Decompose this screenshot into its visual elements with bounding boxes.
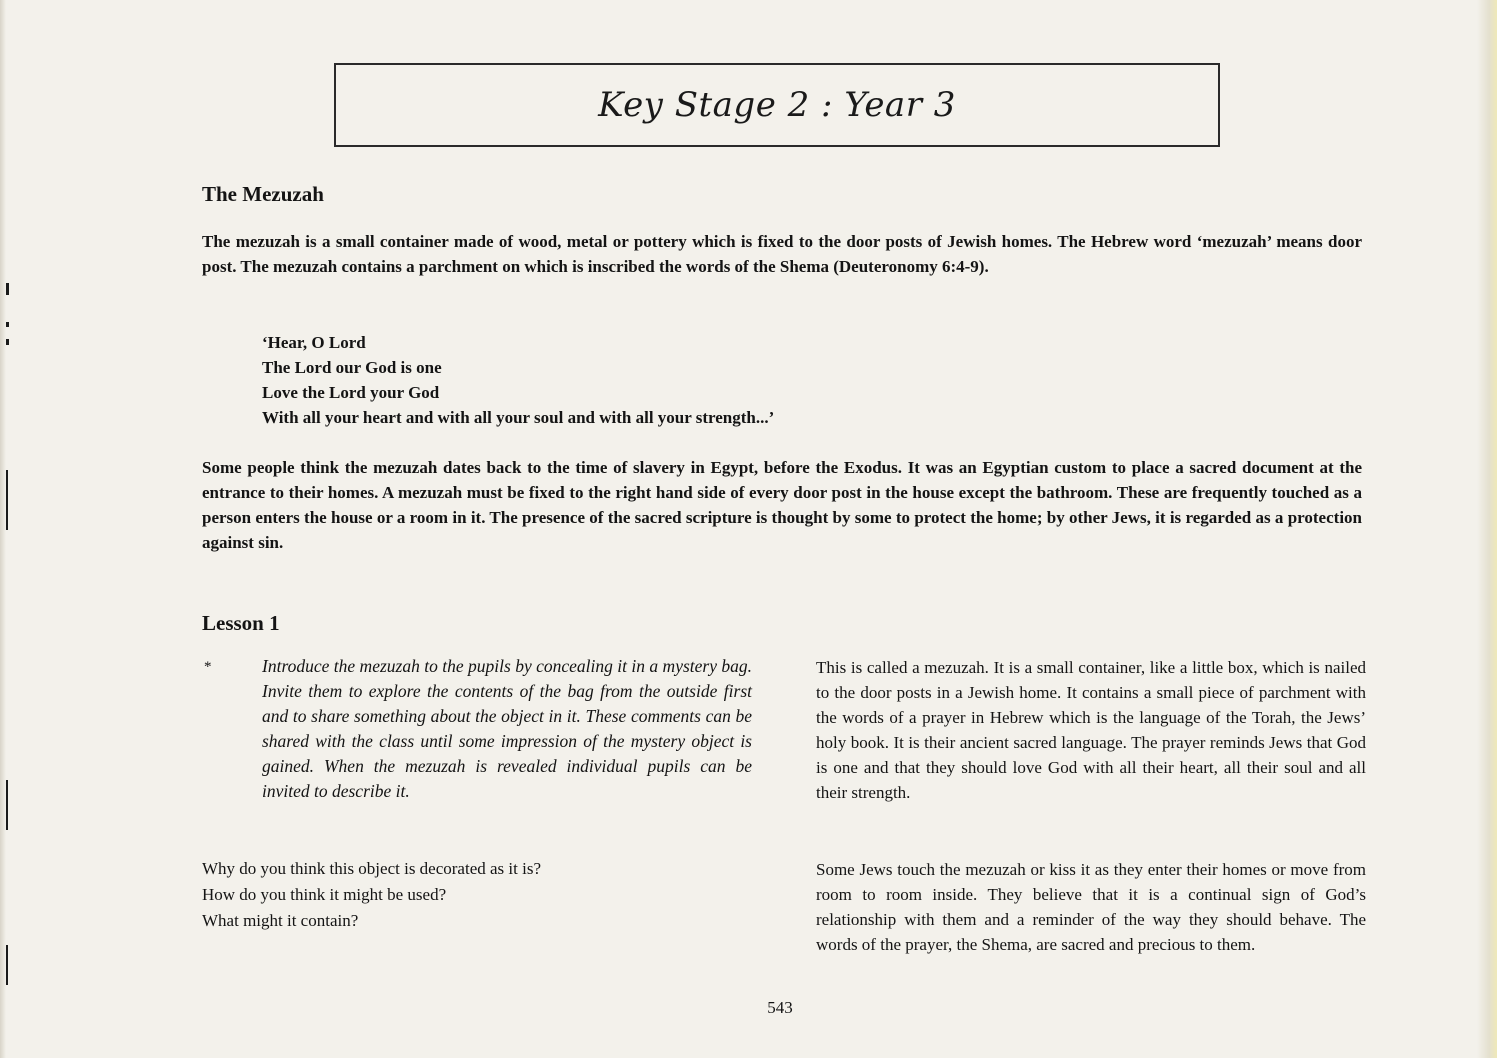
page-right-edge [1477,0,1497,1058]
binding-mark [6,945,8,985]
binding-mark [6,470,8,530]
prayer-line: ‘Hear, O Lord [262,333,366,352]
bullet-marker: * [204,659,212,675]
prayer-quote [262,330,1062,430]
lesson-heading: Lesson 1 [202,611,280,635]
binding-mark [6,322,9,327]
question-item: Why do you think this object is decorated as it is? [202,859,541,878]
question-item: How do you think it might be used? [202,885,447,904]
explanation-paragraph-2: Some Jews touch the mezuzah or kiss it as they enter their homes or move from room to room inside. They believe that it is a continual sign of God’s relationship with them and a reminder of the way they should behave. The words of the prayer, the Shema, are sacred and precious to them. [816,860,1366,954]
prayer-line: The Lord our God is one [262,358,442,377]
explanation-paragraph-1: This is called a mezuzah. It is a small container, like a little box, which is nailed to the door posts in a Jewish home. It contains a small piece of parchment with the words of a prayer in Hebrew which is the language of the Torah, the Jews’ holy book. It is their ancient sacred language. The prayer reminds Jews that God is one and that they should love God with all their heart, all their soul and all their strength. [816,658,1366,802]
intro-paragraph: The mezuzah is a small container made of wood, metal or pottery which is fixed to the door posts of Jewish homes. The Hebrew word ‘mezuzah’ means door post. The mezuzah contains a parchment on which is inscribed the words of the Shema (Deuteronomy 6:4-9). [202,232,1362,276]
section-heading: The Mezuzah [202,182,324,206]
question-item: What might it contain? [202,911,359,930]
history-paragraph: Some people think the mezuzah dates back to the time of slavery in Egypt, before the Exodus. It was an Egyptian custom to place a sacred document at the entrance to their homes. A mezuzah must be fixed to the right hand side of every door post in the house except the bathroom. These are frequently touched as a person enters the house or a room in it. The presence of the sacred scripture is thought by some to protect the home; by other Jews, it is regarded as a protection against sin. [202,458,1362,552]
lesson-instruction: Introduce the mezuzah to the pupils by concealing it in a mystery bag. Invite them to explore the contents of the bag from the outside first and to share something about the object in it. These comments can be shared with the class until some impression of the mystery object is gained. When the mezuzah is revealed individual pupils can be invited to describe it. [262,656,752,801]
prayer-line: Love the Lord your God [262,383,440,402]
binding-mark [6,339,9,345]
page-title: Key Stage 2 : Year 3 [598,85,956,125]
page-number: 543 [767,998,793,1017]
prayer-line: With all your heart and with all your soul and with all your strength...’ [262,408,775,427]
title-box [334,63,1220,147]
binding-mark [6,283,9,295]
binding-mark [6,780,8,830]
question-list [202,856,762,934]
